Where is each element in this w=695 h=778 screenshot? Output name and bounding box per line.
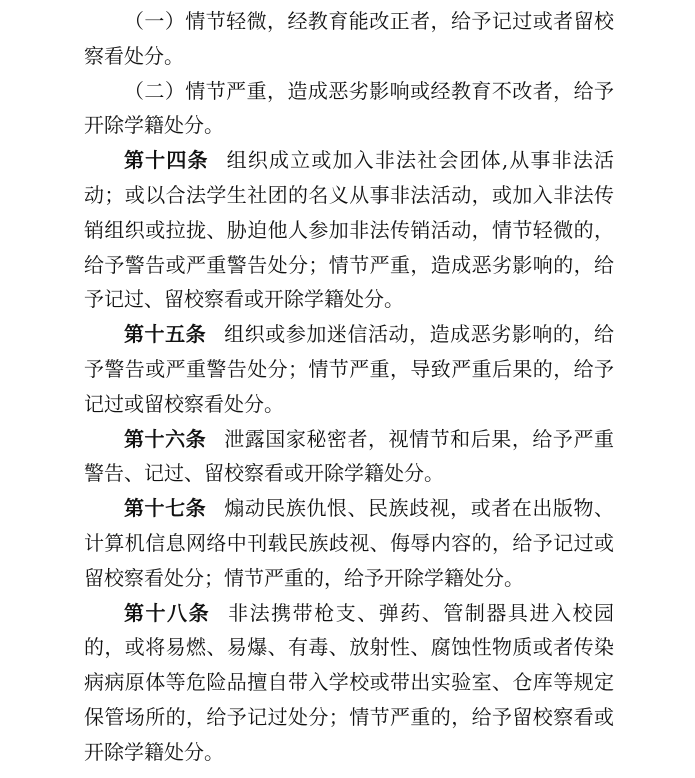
article-title: 第十七条 [124,496,207,521]
clause-item-text: （二）情节严重，造成恶劣影响或经教育不改者，给予开除学籍处分。 [84,78,614,138]
article-17 [84,491,614,595]
clause-item-text: （一）情节轻微，经教育能改正者，给予记过或者留校察看处分。 [84,9,614,68]
article-text: 煽动民族仇恨、民族歧视，或者在出版物、计算机信息网络中刊载民族歧视、侮辱内容的，给予记过或留校察看处分；情节严重的，给予开除学籍处分。 [84,496,615,590]
document-page [84,0,614,770]
article-title: 第十八条 [124,600,211,625]
article-title: 第十五条 [124,322,207,347]
article-title: 第十四条 [124,148,209,173]
article-title: 第十六条 [124,426,207,451]
article-18 [84,596,614,770]
article-text: 泄露国家秘密者，视情节和后果，给予严重警告、记过、留校察看或开除学籍处分。 [84,426,615,486]
clause-item-1 [84,4,614,74]
article-text: 组织或参加迷信活动，造成恶劣影响的，给予警告或严重警告处分；情节严重，导致严重后果的，给予记过或留校察看处分。 [84,322,615,416]
clause-item-2 [84,74,614,144]
article-16 [84,422,614,492]
article-14 [84,143,614,317]
article-text: 非法携带枪支、弹药、管制器具进入校园的，或将易燃、易爆、有毒、放射性、腐蚀性物质或者传染病病原体等危险品擅自带入学校或带出实验室、仓库等规定保管场所的，给予记过处分；情节严重的，给予留校察看或开除学籍处分。 [84,600,615,764]
article-text: 组织成立或加入非法社会团体,从事非法活动；或以合法学生社团的名义从事非法活动，或加入非法传销组织或拉拢、胁迫他人参加非法传销活动，情节轻微的，给予警告或严重警告处分；情节严重，造成恶劣影响的，给予记过、留校察看或开除学籍处分。 [84,148,615,312]
article-15 [84,317,614,421]
